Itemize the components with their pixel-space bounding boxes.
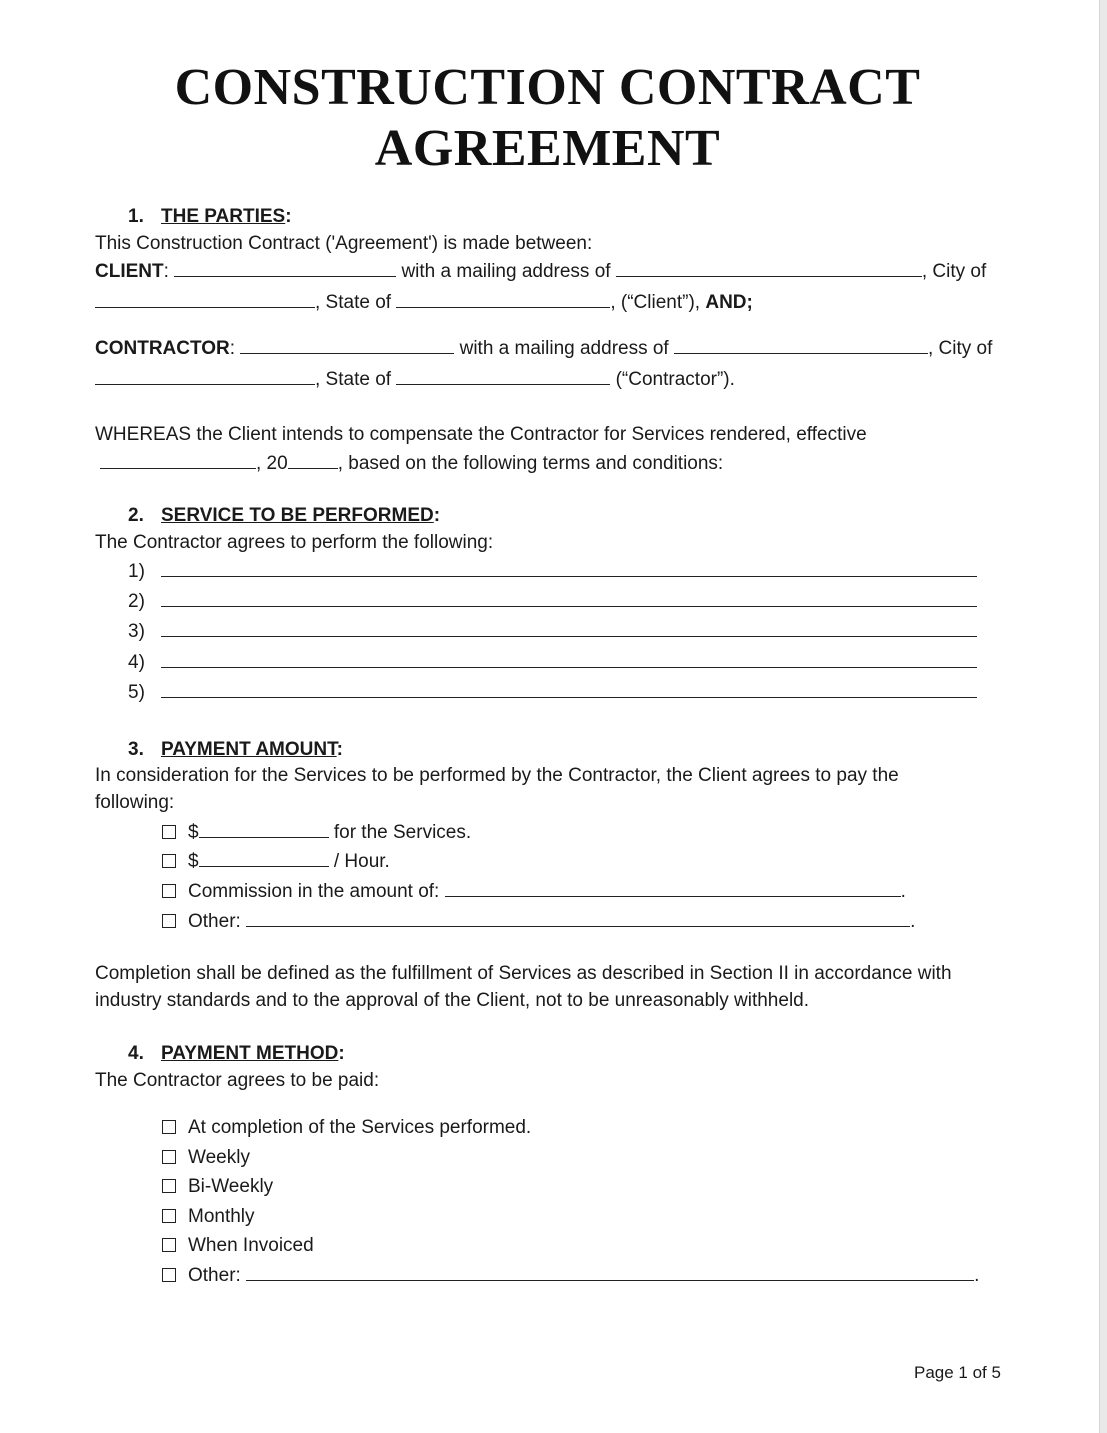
section-3-heading (128, 739, 343, 761)
state-text: , State of (315, 292, 392, 313)
whereas-text: WHEREAS the Client intends to compensate the Contractor for Services rendered, effective (95, 424, 867, 445)
state-text: , State of (315, 369, 392, 390)
client-address-blank[interactable] (616, 260, 922, 277)
method-option (162, 1206, 255, 1228)
page-edge (1099, 0, 1107, 1433)
option-label: for the Services. (333, 822, 472, 843)
option-label: Other: (188, 911, 241, 932)
option-label: Bi-Weekly (188, 1176, 274, 1197)
contractor-state-blank[interactable] (396, 368, 610, 385)
dollar-sign: $ (188, 822, 199, 843)
mailing-text: with a mailing address of (401, 261, 611, 282)
contractor-city-blank[interactable] (95, 368, 315, 385)
and-text: AND; (705, 292, 753, 313)
service-item (128, 651, 977, 674)
method-option (162, 1176, 273, 1198)
section-heading-text: PAYMENT AMOUNT (161, 739, 337, 760)
contractor-name-blank[interactable] (240, 337, 454, 354)
service-item-blank[interactable] (161, 681, 977, 698)
contractor-label: CONTRACTOR (95, 338, 230, 359)
year-prefix: , 20 (256, 453, 288, 474)
option-label: Weekly (188, 1147, 250, 1168)
payment-intro-line-1: In consideration for the Services to be performed by the Contractor, the Client agrees to pay the (95, 765, 899, 786)
document-title-line-1: CONSTRUCTION CONTRACT (174, 59, 921, 116)
service-intro: The Contractor agrees to perform the following: (95, 532, 494, 553)
method-option-other (162, 1264, 979, 1287)
option-label: / Hour. (333, 851, 390, 872)
section-4-heading (128, 1043, 345, 1065)
method-option (162, 1117, 531, 1139)
contractor-end-text: (“Contractor”). (615, 369, 735, 390)
payment-option-services (162, 821, 471, 844)
terms-text: , based on the following terms and conditions: (337, 453, 724, 474)
checkbox[interactable] (162, 1150, 176, 1164)
service-item-blank[interactable] (161, 560, 977, 577)
section-number: 1. (128, 206, 144, 227)
payment-intro-line-2: following: (95, 792, 175, 813)
document-title-line-2: AGREEMENT (374, 120, 721, 177)
section-number: 4. (128, 1043, 144, 1064)
section-2-heading (128, 505, 440, 527)
option-label: Commission in the amount of: (188, 881, 440, 902)
client-state-blank[interactable] (396, 291, 610, 308)
service-item-number: 2) (128, 591, 145, 612)
section-heading-text: SERVICE TO BE PERFORMED (161, 505, 434, 526)
section-1-heading (128, 206, 292, 228)
commission-blank[interactable] (445, 880, 901, 897)
hourly-amount-blank[interactable] (199, 850, 329, 867)
heading-colon: : (433, 505, 441, 526)
client-line-1: CLIENT: with a mailing address of , City of (95, 261, 987, 282)
city-text: , City of (928, 338, 993, 359)
checkbox[interactable] (162, 1238, 176, 1252)
option-label: Monthly (188, 1206, 255, 1227)
section-heading-text: THE PARTIES (161, 206, 286, 227)
checkbox[interactable] (162, 1179, 176, 1193)
section-number: 2. (128, 505, 144, 526)
contractor-line-1: CONTRACTOR: with a mailing address of , City of (95, 338, 993, 359)
effective-date-blank[interactable] (100, 452, 256, 469)
period: . (900, 881, 906, 902)
section-heading-text: PAYMENT METHOD (161, 1043, 339, 1064)
effective-date-line (100, 452, 723, 475)
heading-colon: : (338, 1043, 345, 1064)
heading-colon: : (285, 206, 292, 227)
checkbox[interactable] (162, 1209, 176, 1223)
completion-line-1: Completion shall be defined as the fulfillment of Services as described in Section II in accordance with (95, 963, 952, 984)
contractor-address-blank[interactable] (674, 337, 928, 354)
other-amount-blank[interactable] (246, 910, 910, 927)
checkbox[interactable] (162, 1268, 176, 1282)
client-label: CLIENT (95, 261, 164, 282)
service-item (128, 560, 977, 583)
section-number: 3. (128, 739, 144, 760)
method-option (162, 1147, 250, 1169)
city-text: , City of (921, 261, 987, 282)
option-label: Other: (188, 1265, 241, 1286)
client-end-text: , (“Client”), (610, 292, 701, 313)
service-item-blank[interactable] (161, 590, 977, 607)
method-option (162, 1235, 314, 1257)
client-city-blank[interactable] (95, 291, 315, 308)
checkbox[interactable] (162, 914, 176, 928)
period: . (910, 911, 916, 932)
payment-option-other (162, 910, 915, 933)
period: . (974, 1265, 980, 1286)
service-item (128, 681, 977, 704)
service-item-blank[interactable] (161, 651, 977, 668)
parties-intro: This Construction Contract ('Agreement') is made between: (95, 233, 593, 254)
dollar-sign: $ (188, 851, 199, 872)
checkbox[interactable] (162, 1120, 176, 1134)
page-number: Page 1 of 5 (914, 1363, 1001, 1382)
checkbox[interactable] (162, 884, 176, 898)
service-item-number: 3) (128, 621, 145, 642)
payment-method-intro: The Contractor agrees to be paid: (95, 1070, 380, 1091)
service-item-number: 5) (128, 682, 145, 703)
checkbox[interactable] (162, 825, 176, 839)
service-item-number: 4) (128, 652, 145, 673)
year-blank[interactable] (288, 452, 338, 469)
payment-option-commission (162, 880, 906, 903)
service-item (128, 590, 977, 613)
mailing-text: with a mailing address of (459, 338, 669, 359)
payment-option-hourly (162, 850, 390, 873)
client-name-blank[interactable] (174, 260, 396, 277)
service-item-number: 1) (128, 561, 145, 582)
client-line-2 (95, 291, 753, 314)
checkbox[interactable] (162, 854, 176, 868)
option-label: When Invoiced (188, 1235, 314, 1256)
contractor-line-2 (95, 368, 735, 391)
completion-line-2: industry standards and to the approval of the Client, not to be unreasonably withheld. (95, 990, 810, 1011)
services-amount-blank[interactable] (199, 821, 329, 838)
option-label: At completion of the Services performed. (188, 1117, 532, 1138)
heading-colon: : (336, 739, 343, 760)
service-item (128, 620, 977, 643)
other-method-blank[interactable] (246, 1264, 974, 1281)
service-item-blank[interactable] (161, 620, 977, 637)
